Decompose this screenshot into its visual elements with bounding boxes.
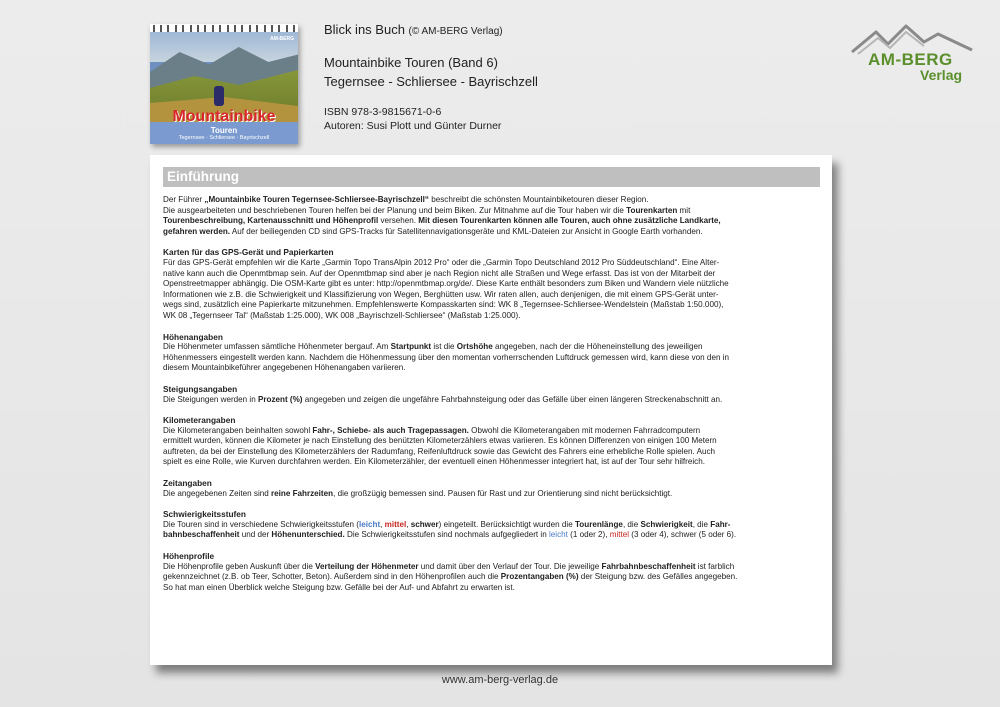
intro-block [163,195,820,237]
intro-line: Tourenbeschreibung, Kartenausschnitt und Höhenprofil versehen. Mit diesen Tourenkarten können alle Touren, auch ohne zusätzliche Landkarte, [163,216,721,226]
intro-line: gefahren werden. Auf der beiliegenden CD sind GPS-Tracks für Satellitennavigationsgeräte und KML-Dateien zur Ansicht in Google Earth vorhanden. [163,226,703,236]
profile-block [163,551,820,593]
schwierig-line: Die Touren sind in verschiedene Schwierigkeitsstufen (leicht, mittel, schwer) eingeteilt. Berücksichtigt wurden die Tourenlänge, die Schwierigkeit, die Fahr- [163,519,731,529]
book-info [324,22,538,132]
hoehen-line: Die Höhenmeter umfassen sämtliche Höhenmeter bergauf. Am Startpunkt ist die Ortshöhe angegeben, nach der die Höheneinstellung des jeweiligen [163,342,703,352]
karten-line: native kann auch die Openmtbmap sein. Auf der Openmtbmap sind aber je nach Region nicht alle Straßen und Wege erfasst. Das ist von der Mitarbeit der [163,268,716,278]
hoehen-heading: Höhenangaben [163,331,223,342]
karten-line: WK 08 „Tegernseer Tal“ (Maßstab 1:25.000), WK 008 „Bayrischzell-Schliersee“ (Maßstab 1:25.000). [163,310,521,320]
karten-line: Informationen wie z.B. die Schwierigkeit und Klassifizierung von Wegen, Berghütten usw. Wir raten allen, auch denjenigen, die mit einem GPS-Gerät unter- [163,289,719,299]
schwierig-heading: Schwierigkeitsstufen [163,509,246,520]
schwierig-block [163,509,820,541]
karten-line: Openstreetmapper abhängig. Die OSM-Karte gibt es unter: http://openmtbmap.org/de/. Diese Karte enthält besonders zum Biken und Wandern viele nützliche [163,279,729,289]
cover-region: Tegernsee · Schliersee · Bayrischzell [178,135,270,141]
cover-subtitle: Touren [210,126,238,135]
publisher-logo[interactable] [848,22,978,86]
logo-subtext: Verlag [920,67,963,83]
level-mittel: mittel [384,519,407,529]
km-line: spielt es eine Rolle, wie Kurven durchfahren werden. Ein Kilometerzähler, der eventuell einen Höhenmesser integriert hat, ist auf der Tour sehr hilfreich. [163,457,705,467]
book-page [150,155,832,665]
steigung-line: Die Steigungen werden in Prozent (%) angegeben und zeigen die ungefähre Fahrbahnsteigung oder das Gefälle über einen längeren Streckenabschnitt an. [163,394,723,404]
karten-line: Für das GPS-Gerät empfehlen wir die Karte „Garmin Topo TransAlpin 2012 Pro“ oder die „Garmin Topo Deutschland 2012 Pro Süddeutschland“. Eine Alter- [163,257,720,267]
authors: Autoren: Susi Plott und Günter Durner [324,120,502,132]
cover-title: Mountainbike [172,108,276,125]
steigung-block [163,384,820,405]
level-leicht: leicht [359,519,381,529]
hoehen-block [163,332,820,374]
karten-heading: Karten für das GPS-Gerät und Papierkarten [163,247,334,258]
hoehen-line: diesem Mountainbikeführer angegebenen Höhenangaben variieren. [163,363,406,373]
km-line: auftreten, da bei der Einstellung des Kilometerzählers der Radumfang, Reifenluftdruck sowie das Gewicht des Fahrers eine erhebliche Rolle spielen. Auch [163,446,716,456]
karten-line: wegs sind, zusätzlich eine Papierkarte mitzunehmen. Empfehlenswerte Kompasskarten sind: WK 8 „Tegernsee-Schliersee-Wendelstein (Maßstab 1:50.000), [163,300,724,310]
book-title: Mountainbike Touren (Band 6) [324,55,498,70]
spiral-binding [150,24,298,32]
profile-line: Die Höhenprofile geben Auskunft über die Verteilung der Höhenmeter und damit über den Verlauf der Tour. Die jeweilige Fahrbahnbeschaffenheit ist farblich [163,561,735,571]
cover-badge: AM-BERG [270,36,294,42]
profile-heading: Höhenprofile [163,551,215,562]
zeit-block [163,478,820,499]
intro-line: Der Führer „Mountainbike Touren Tegernsee-Schliersee-Bayrischzell“ beschreibt die schönsten Mountainbiketouren dieser Region. [163,195,649,204]
section-title: Einführung [163,167,820,187]
zeit-line: Die angegebenen Zeiten sind reine Fahrzeiten, die großzügig bemessen sind. Pausen für Rast und zur Orientierung sind nicht berücksichtigt. [163,488,673,498]
km-heading: Kilometerangaben [163,415,236,426]
page-content [163,195,820,603]
km-line: Die Kilometerangaben beinhalten sowohl Fahr-, Schiebe- als auch Tragepassagen. Obwohl die Kilometerangaben mit modernen Fahrradcomputern [163,425,701,435]
zeit-heading: Zeitangaben [163,478,212,489]
level-schwer: schwer [410,519,439,529]
isbn: ISBN 978-3-9815671-0-6 [324,106,442,118]
profile-line: gekennzeichnet (z.B. ob Teer, Schotter, Beton). Außerdem sind in den Höhenprofilen auch die Prozentangaben (%) der Steigung bzw. des Gefälles angegeben. [163,572,738,582]
km-line: ermittelt wurden, können die Kilometer je nach Einstellung des benützten Kilometerzählers etwas variieren. Es können Differenzen von einigen 100 Metern [163,436,717,446]
karten-block [163,247,820,321]
km-block [163,415,820,468]
steigung-heading: Steigungsangaben [163,383,238,394]
copyright-note: (© AM-BERG Verlag) [408,26,503,37]
website-link[interactable]: www.am-berg-verlag.de [441,674,559,686]
schwierig-line: bahnbeschaffenheit und der Höhenunterschied. Die Schwierigkeitsstufen sind nochmals aufgegliedert in leicht (1 oder 2), mittel (3 oder 4), schwer (5 oder 6). [163,530,737,540]
hoehen-line: Höhenmessers eingestellt werden kann. Nachdem die Höhenmessung über den momentan vorherrschenden Luftdruck gemessen wird, kann diese von den in [163,352,729,362]
profile-line: So hat man einen Überblick welche Steigung bzw. Gefälle bei der Auf- und Abfahrt zu erwarten ist. [163,582,515,592]
intro-line: Die ausgearbeiteten und beschriebenen Touren helfen bei der Planung und beim Biken. Zur Mitnahme auf die Tour haben wir die Tourenkarten mit [163,205,691,215]
book-region: Tegernsee - Schliersee - Bayrischzell [324,74,538,89]
biker-figure [214,86,224,106]
preview-heading: Blick ins Buch (© AM-BERG Verlag) [324,22,503,37]
logo-text: AM-BERG [868,50,953,69]
book-cover-image [150,24,298,144]
